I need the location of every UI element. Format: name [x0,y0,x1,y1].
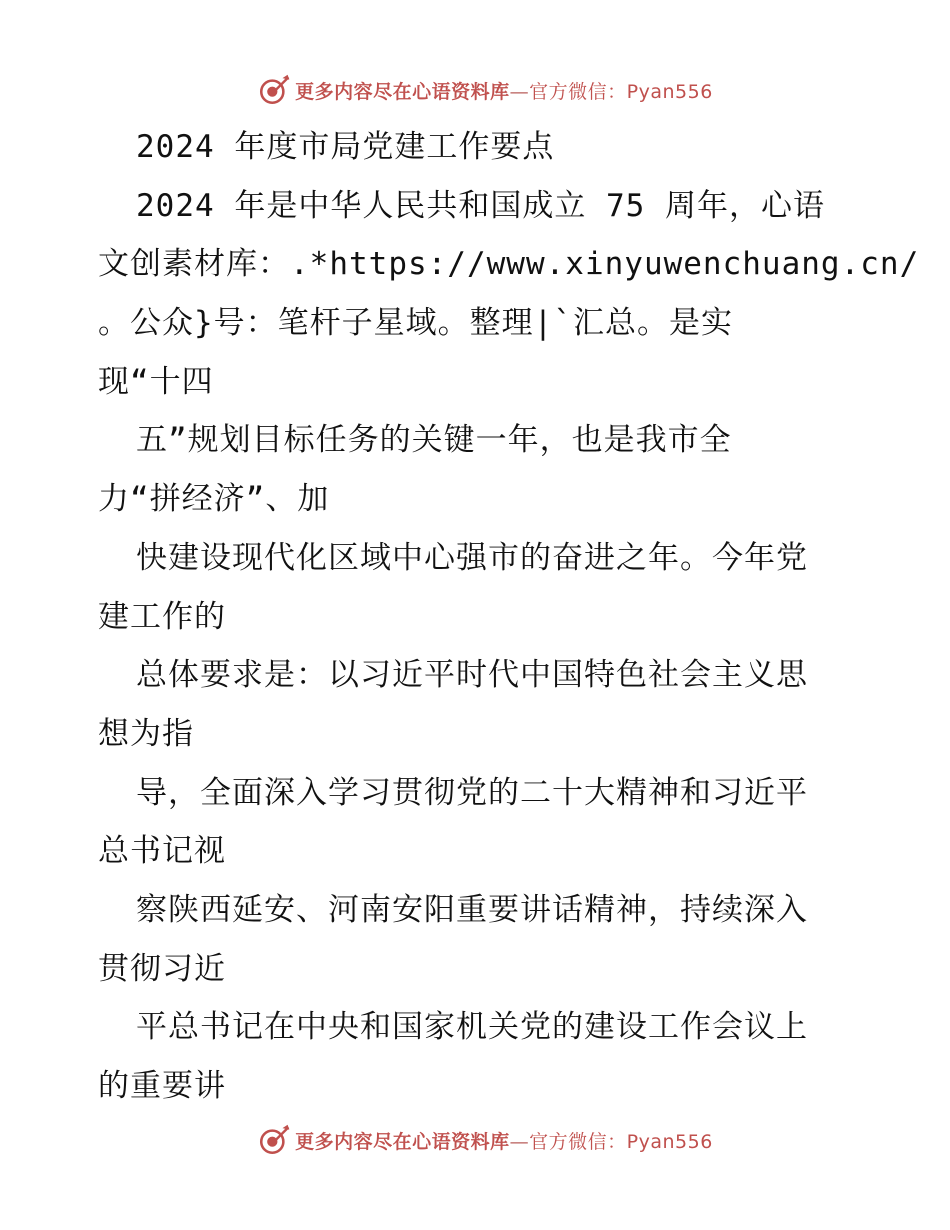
document-line: 平总书记在中央和国家机关党的建设工作会议上 [136,1009,808,1046]
document-line: 总体要求是：以习近平时代中国特色社会主义思 [136,657,808,694]
quill-circle-logo-icon [257,73,291,107]
document-line: 快建设现代化区域中心强市的奋进之年。今年党 [136,539,808,576]
header-banner-main: 更多内容尽在心语资料库 [295,80,510,103]
document-line: 的重要讲 [98,1068,226,1104]
document-line: 力“拼经济”、加 [98,481,330,518]
footer-banner-main: 更多内容尽在心语资料库 [295,1130,510,1153]
document-line: 2024 年是中华人民共和国成立 75 周年，心语 [136,187,825,224]
document-line: 察陕西延安、河南安阳重要讲话精神，持续深入 [136,891,808,928]
document-line: 五”规划目标任务的关键一年，也是我市全 [136,422,732,459]
footer-banner-text [295,1127,713,1154]
footer-banner [0,1120,950,1160]
header-banner-wechat: 官方微信：Pyan556 [529,80,713,103]
header-banner-inner [257,73,713,107]
document-line: 总书记视 [98,833,226,870]
document-line: 贯彻习近 [98,950,226,987]
document-line: 。公众}号：笔杆子星域。整理|`汇总。是实 [98,305,733,342]
quill-circle-logo-icon [257,1123,291,1157]
document-body [98,118,920,1116]
document-line: 现“十四 [98,363,214,400]
header-banner-text [295,77,713,104]
document-line: 建工作的 [98,598,226,635]
document-line: 文创素材库：.*https://www.xinyuwenchuang.cn/ [98,246,920,283]
document-line: 导，全面深入学习贯彻党的二十大精神和习近平 [136,774,808,811]
document-line: 想为指 [98,715,194,752]
document-line: 2024 年度市局党建工作要点 [136,129,555,165]
footer-banner-inner [257,1123,713,1157]
header-banner [0,70,950,110]
footer-banner-dash: — [509,1130,530,1153]
footer-banner-wechat: 官方微信：Pyan556 [529,1130,713,1153]
header-banner-dash: — [509,80,530,103]
